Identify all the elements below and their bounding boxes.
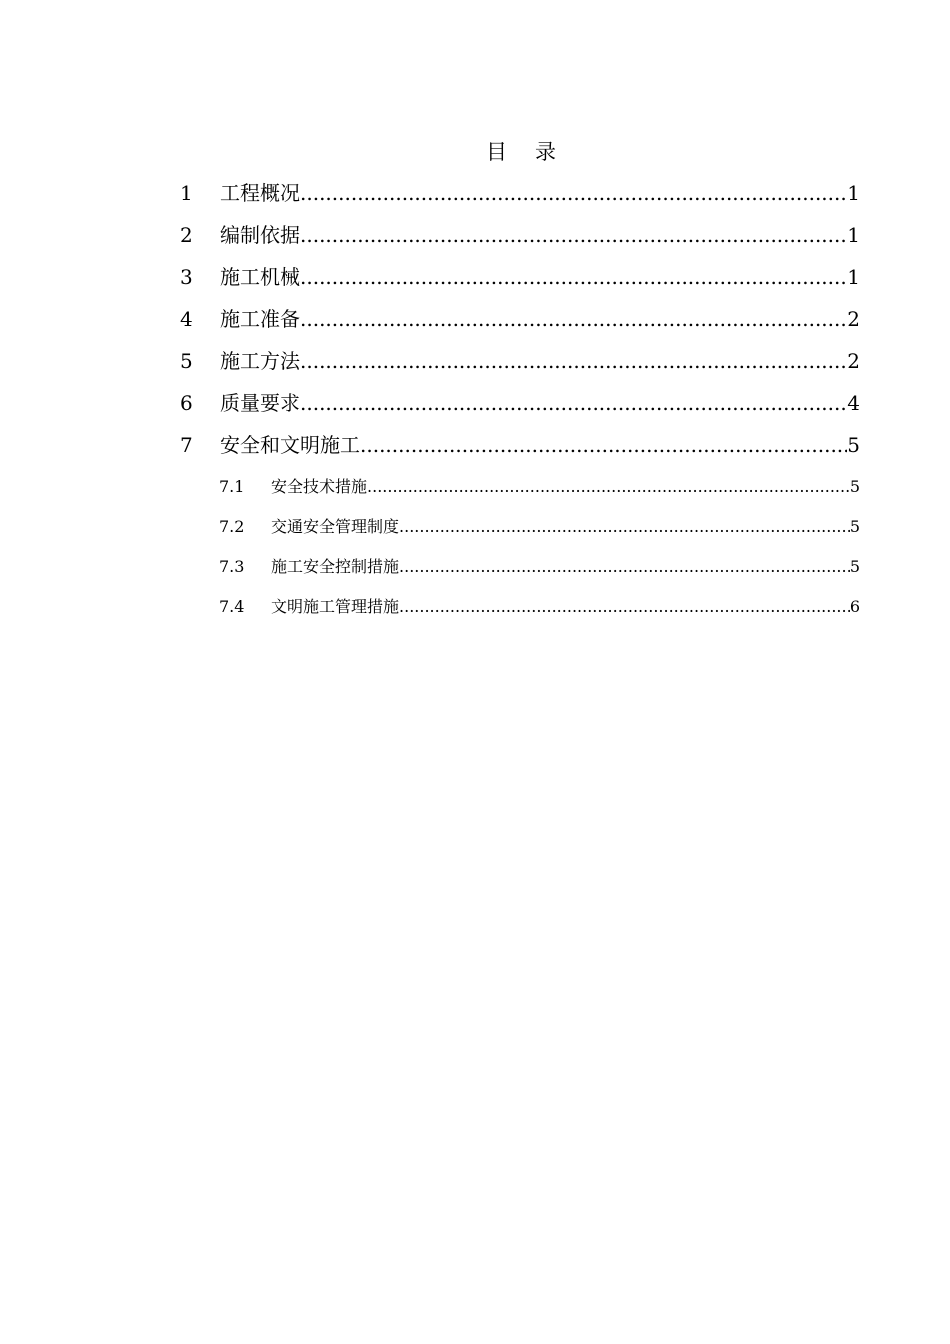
toc-subentry-number: 7.1	[219, 477, 245, 496]
toc-entry-page: 5	[847, 433, 860, 457]
toc-entry-number: 7	[180, 433, 193, 457]
toc-entry-label: 安全和文明施工	[220, 433, 360, 457]
toc-dot-leader	[300, 260, 847, 294]
toc-subentry-label: 交通安全管理制度	[271, 517, 400, 536]
toc-title	[0, 138, 950, 166]
toc-entry-page: 4	[847, 391, 860, 415]
toc-subentry-page: 5	[849, 517, 860, 536]
toc-entry-label: 工程概况	[220, 181, 300, 205]
toc-entry-3[interactable]	[180, 260, 860, 302]
toc-entry-page: 1	[847, 223, 860, 247]
toc-list	[180, 176, 860, 634]
toc-subentry-number: 7.4	[219, 597, 245, 616]
toc-dot-leader	[300, 302, 847, 336]
toc-subentry-page: 6	[849, 597, 860, 616]
toc-dot-leader	[399, 514, 850, 540]
toc-entry-5[interactable]	[180, 344, 860, 386]
toc-entry-number: 1	[180, 181, 193, 205]
toc-subentry-7-3[interactable]	[180, 554, 860, 594]
toc-dot-leader	[300, 344, 847, 378]
toc-entry-number: 6	[180, 391, 193, 415]
toc-subentry-label: 施工安全控制措施	[271, 557, 400, 576]
toc-dot-leader	[399, 554, 850, 580]
toc-dot-leader	[360, 428, 847, 462]
toc-entry-label: 编制依据	[220, 223, 300, 247]
toc-title-char-2: 录	[535, 140, 556, 164]
toc-entry-1[interactable]	[180, 176, 860, 218]
toc-dot-leader	[300, 218, 847, 252]
toc-entry-page: 1	[847, 265, 860, 289]
toc-subentry-number: 7.3	[219, 557, 245, 576]
toc-entry-6[interactable]	[180, 386, 860, 428]
toc-entry-page: 2	[847, 307, 860, 331]
toc-entry-number: 4	[180, 307, 193, 331]
toc-entry-2[interactable]	[180, 218, 860, 260]
toc-entry-page: 1	[847, 181, 860, 205]
toc-entry-label: 施工准备	[220, 307, 300, 331]
toc-dot-leader	[367, 474, 850, 500]
toc-entry-7[interactable]	[180, 428, 860, 470]
toc-title-char-1: 目	[486, 140, 507, 164]
toc-subentry-page: 5	[849, 557, 860, 576]
toc-dot-leader	[399, 594, 850, 620]
toc-entry-label: 质量要求	[220, 391, 300, 415]
toc-subentry-7-1[interactable]	[180, 474, 860, 514]
toc-entry-label: 施工机械	[220, 265, 300, 289]
toc-entry-page: 2	[847, 349, 860, 373]
toc-subentry-7-4[interactable]	[180, 594, 860, 634]
toc-entry-label: 施工方法	[220, 349, 300, 373]
toc-entry-number: 2	[180, 223, 193, 247]
toc-entry-number: 3	[180, 265, 193, 289]
toc-entry-4[interactable]	[180, 302, 860, 344]
toc-dot-leader	[300, 176, 847, 210]
toc-subentry-7-2[interactable]	[180, 514, 860, 554]
toc-subentry-label: 安全技术措施	[271, 477, 368, 496]
toc-entry-number: 5	[180, 349, 193, 373]
toc-subentry-number: 7.2	[219, 517, 245, 536]
toc-subentry-page: 5	[849, 477, 860, 496]
toc-subentry-label: 文明施工管理措施	[271, 597, 400, 616]
toc-dot-leader	[300, 386, 847, 420]
